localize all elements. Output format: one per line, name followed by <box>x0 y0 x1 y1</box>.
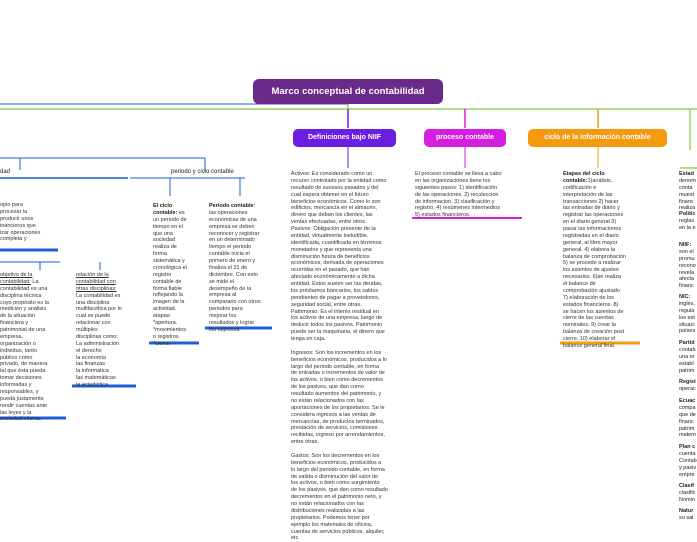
right-item-label: Plan c <box>679 444 696 450</box>
right-item-line: muest <box>679 191 694 198</box>
right-item-line: financ <box>679 283 694 290</box>
right-item-line: revela <box>679 269 694 276</box>
right-item-line: establ <box>679 360 694 367</box>
right-item-line: denom <box>679 177 696 184</box>
etapas-text <box>563 171 643 350</box>
right-item <box>679 379 696 393</box>
right-item-line: Nomin <box>679 496 695 503</box>
objetivo-body: La contabilidad es una disciplina técnica cuyo propósito es la medición y análisis de la situación financiera y patrimonial de una empresa, organización o individuo, tanto público como privado, de manera tal que ésta pueda tomar decisiones informadas y responsables, y pueda justamente rendir cuentas ante las leyes y la sociedad misma. <box>0 278 49 423</box>
relacion-text <box>76 272 138 389</box>
branch-definiciones-niif[interactable]: Definiciones bajo NIIF <box>293 129 396 147</box>
right-item-line: contab <box>679 346 696 353</box>
right-item <box>679 340 696 374</box>
right-item-label: Partid <box>679 340 695 346</box>
right-item-line: empre <box>679 471 695 478</box>
right-item-line: promu <box>679 255 695 262</box>
right-item-line: en la e <box>679 224 696 231</box>
branch-periodo-ciclo[interactable]: periodo y ciclo contable <box>171 169 234 175</box>
central-topic[interactable]: Marco conceptual de contabilidad <box>253 79 443 104</box>
right-item-line: que de <box>679 411 696 418</box>
right-item-label: Regist <box>679 379 696 385</box>
branch-left-edge[interactable]: dad <box>0 169 11 175</box>
right-item-line: financ <box>679 418 694 425</box>
right-item-line: conta <box>679 184 693 191</box>
right-item-line: financ <box>679 198 694 205</box>
right-item-label: NIIF: <box>679 242 692 248</box>
right-item-line: inglés, <box>679 300 695 307</box>
right-item-line: su sal <box>679 514 694 521</box>
ciclo-contable-body: es un periodo de tiempo en el que una sociedad realiza de forma sistemática y cronológica el registro contable de forma fiable reflejando la imagen de la actividad. etapas: *apertura. *movimientos o registros. *cierre. <box>153 209 187 347</box>
right-item-line: recono <box>679 262 696 269</box>
right-item <box>679 483 696 504</box>
ciclo-contable-text <box>153 203 203 347</box>
right-item-line: patrim <box>679 425 695 432</box>
right-item-label: Estad <box>679 171 694 177</box>
right-item-line: regula <box>679 307 695 314</box>
proceso-text: El proceso contable se lleva a cabo en las organizaciones tiene los siguientes pasos: 1) identificación de las operaciones. 2) recoleccion de informacion. 3) clasificación y registro. 4) resúmenes intermedios 5) estados financieros. <box>415 171 502 219</box>
left-top-text: opio para procesar la producir unos inancieros que izar operaciones completa y <box>0 202 41 243</box>
objetivo-text <box>0 272 66 423</box>
definiciones-text: Activos: Es considerado como un recurso controlado por la entidad como resultado de sucesos pasados y del cual espera obtener en el futuro beneficios económicos. Como lo son edificios, mercancía en el almacén, dinero que deban los clientes, las ventas efectuadas, entre otros. Pasivos: Obligación presente de la entidad, virtualmente ineludible, identificada, cuantificada en términos monetarios y que representa una disminución futura de beneficios económicos, derivada de operaciones ocurridas en el pasado, que han afectado económicamente a dicha entidad. Estos suelen ser las deudas, los préstamos bancarios, los saldos pendientes de pagar a proveedores, seguridad social, entre otras. Patrimonio: Es el interés residual en los activos de una empresa, luego de deducir todos los pasivos. Patrimonio puede ser la maquinaria, el dinero que tenga en caja. Ingresos: Son los incrementos en los beneficios económicos, producidos a lo largo del periodo contable, en forma de entradas o incrementos de valor de los activos, o bien como decrementos de los pasivos, que dan como resultado aumentos del patrimonio, y no están relacionados con las aportaciones de los propietarios. Se le considera ingresos a las ventas de mercancías, de productos terminados, prestación de servicios, comisiones recibidas, ingreso por arrendamientos, entre otras. Gastos: Son los decrementos en los beneficios económicos, producidos a lo largo del periodo contable, en forma de salida o disminución del valor de los activos, o bien como surgimiento de los pasivos, que dan como resultado decrementos en el patrimonio neto, y no están relacionados con las distribuciones realizadas a las propietarios. Podemos tener por ejemplo los materiales de oficina, cuentas de servicios públicos, alquiler, etc <box>291 171 388 542</box>
relacion-body: La contabilidad es una disciplina multifacética por lo cual se puede relacionar con múltiples disciplinas como: La administración el derecho la economía las finanzas la informática las matemáticas la estadística <box>76 292 122 388</box>
right-item-line: clasific <box>679 489 696 496</box>
branch-ciclo-informacion[interactable]: ciclo de la información contable <box>528 129 667 147</box>
objetivo-label: objetivo de la contabilidad: <box>0 272 33 285</box>
right-item-line: realiza <box>679 205 696 212</box>
relacion-label: relación de la contabilidad con otras disciplinas: <box>76 272 117 292</box>
right-item-line: compa <box>679 404 696 411</box>
right-item-line: patrim <box>679 367 695 374</box>
right-item-label: Ecuac <box>679 398 696 404</box>
right-item-line: situaci <box>679 321 695 328</box>
right-item-line: países <box>679 328 696 335</box>
periodo-contable-body: : las operaciones económicas de una empresa se deben reconocer y registrar en un determinado tiempo el periodo contable inicia el primero de enero y finaliza el 31 de diciembre. Con esto se mide el desempeño de la empresa al compararlo con otros periodos para mejorar los resultados y lograr los objetivos. <box>209 203 261 333</box>
etapas-label: Etapas del ciclo contable: <box>563 171 605 184</box>
right-item-label: Politic <box>679 211 696 217</box>
right-item-label: Natur <box>679 508 694 514</box>
branch-proceso-contable[interactable]: proceso contable <box>424 129 506 147</box>
right-item-line: los est <box>679 314 695 321</box>
right-item-line: son el <box>679 248 694 255</box>
right-item-line: matem <box>679 432 696 439</box>
ciclo-contable-label: El ciclo contable: <box>153 203 178 216</box>
right-item <box>679 398 696 439</box>
right-item-label: Clasif <box>679 483 694 489</box>
right-item-line: afecta <box>679 276 694 283</box>
periodo-contable-text <box>209 203 275 334</box>
right-item-line: reglas <box>679 217 694 224</box>
right-item-line: cuenta <box>679 450 696 457</box>
right-item <box>679 242 696 290</box>
etapas-body: 1)análisis, codificación e interpretación de las transacciones 2) hacer las entradas de diario y registrar las operaciones en el diario general 3) pasar las informaciones registradas en el diario general, al libro mayor general. 4) elabora la balanza de comprobación 5) se procede a realizar los asientos de ajustes necesarios. 6)se realiza el balance de comprobación ajustado 7) elaboración de los estados financieros. 8) se hacen los asientos de cierre de las cuentas nominales. 9) crear la balanza de creación post cierre. 10) elaborar el balance general final. <box>563 177 626 349</box>
right-item-line: operac <box>679 385 696 392</box>
right-item-line: una er <box>679 353 695 360</box>
right-item <box>679 211 696 232</box>
right-item <box>679 294 695 335</box>
periodo-contable-label: Periodo contable <box>209 203 254 209</box>
right-item-line: y pasiv <box>679 464 697 471</box>
right-item <box>679 444 697 478</box>
right-item-line: Contab <box>679 457 697 464</box>
right-item <box>679 171 696 212</box>
right-item-label: NIC: <box>679 294 691 300</box>
